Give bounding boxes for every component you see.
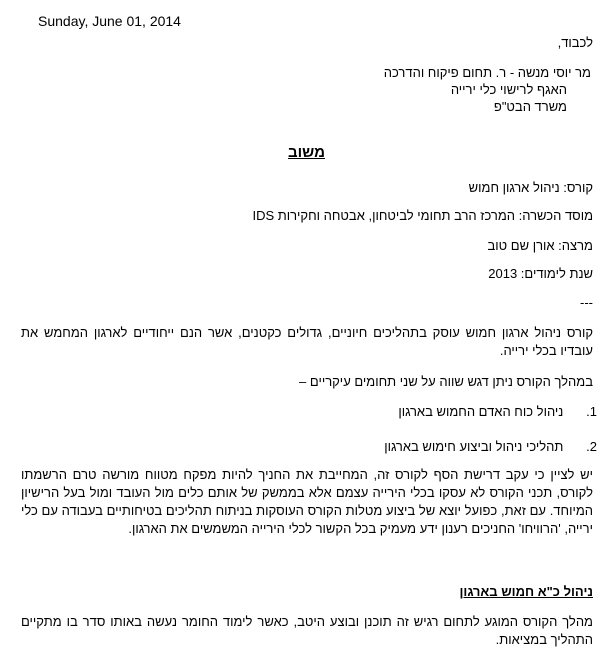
lecturer-field: מרצה: אורן שם טוב — [487, 238, 593, 253]
list-item — [384, 439, 597, 454]
document-date: Sunday, June 01, 2014 — [38, 13, 181, 29]
course-field: קורס: ניהול ארגון חמוש — [468, 180, 593, 195]
list-item-number: 2. — [586, 439, 597, 454]
list-item — [398, 404, 597, 419]
addressee-block — [384, 64, 591, 115]
section-heading: ניהול כ"א חמוש בארגון — [459, 584, 593, 599]
document-title: משוב — [288, 144, 325, 161]
list-item-text: ניהול כוח האדם החמוש בארגון — [398, 404, 564, 419]
addressee-line: האגף לרישוי כלי ירייה — [450, 82, 567, 97]
list-item-number: 1. — [586, 404, 597, 419]
separator: --- — [580, 295, 593, 310]
salutation: לכבוד, — [557, 35, 593, 50]
list-item-text: תהליכי ניהול וביצוע חימוש בארגון — [384, 439, 564, 454]
section-paragraph: מהלך הקורס המוגע לתחום רגיש זה תוכנן ובוצע היטב, כאשר לימוד החומר נעשה באותו סדר בו מתקיים התהליך במציאות. — [21, 614, 593, 647]
year-field: שנת לימודים: 2013 — [488, 266, 593, 281]
addressee-line: מר יוסי מנשה - ר. תחום פיקוח והדרכה — [383, 65, 591, 80]
institution-field: מוסד הכשרה: המרכז הרב תחומי לביטחון, אבטחה וחקירות IDS — [252, 208, 593, 223]
intro-paragraph: קורס ניהול ארגון חמוש עוסק בתהליכים חיוניים, גדולים כקטנים, אשר הנם ייחודיים לארגון המחמש את עובדיו בכלי ירייה. — [21, 325, 593, 358]
focus-intro: במהלך הקורס ניתן דגש שווה על שני תחומים עיקריים – — [299, 374, 593, 389]
summary-paragraph: יש לציין כי עקב דרישת הסף לקורס זה, המחייבת את החניך להיות מפקח מטווח מורשה טרם הרשמתו לקורס, תכני הקורס לא עסקו בכלי הירייה עצמם אלא בממשק של אותם כלים מול העובד ומול בעל הרישיון המיוחד. עם זאת, כפועל יוצא של ביצוע מטלות הקורס העוסקות בניתוח תהליכים בטיחותיים בעבודה עם כלי ירייה, 'הרוויחו' החניכים רענון ידע מעמיק בכל הקשור לכלי הירייה המשמשים את הארגון. — [21, 467, 593, 536]
addressee-line: משרד הבט"פ — [493, 99, 567, 114]
